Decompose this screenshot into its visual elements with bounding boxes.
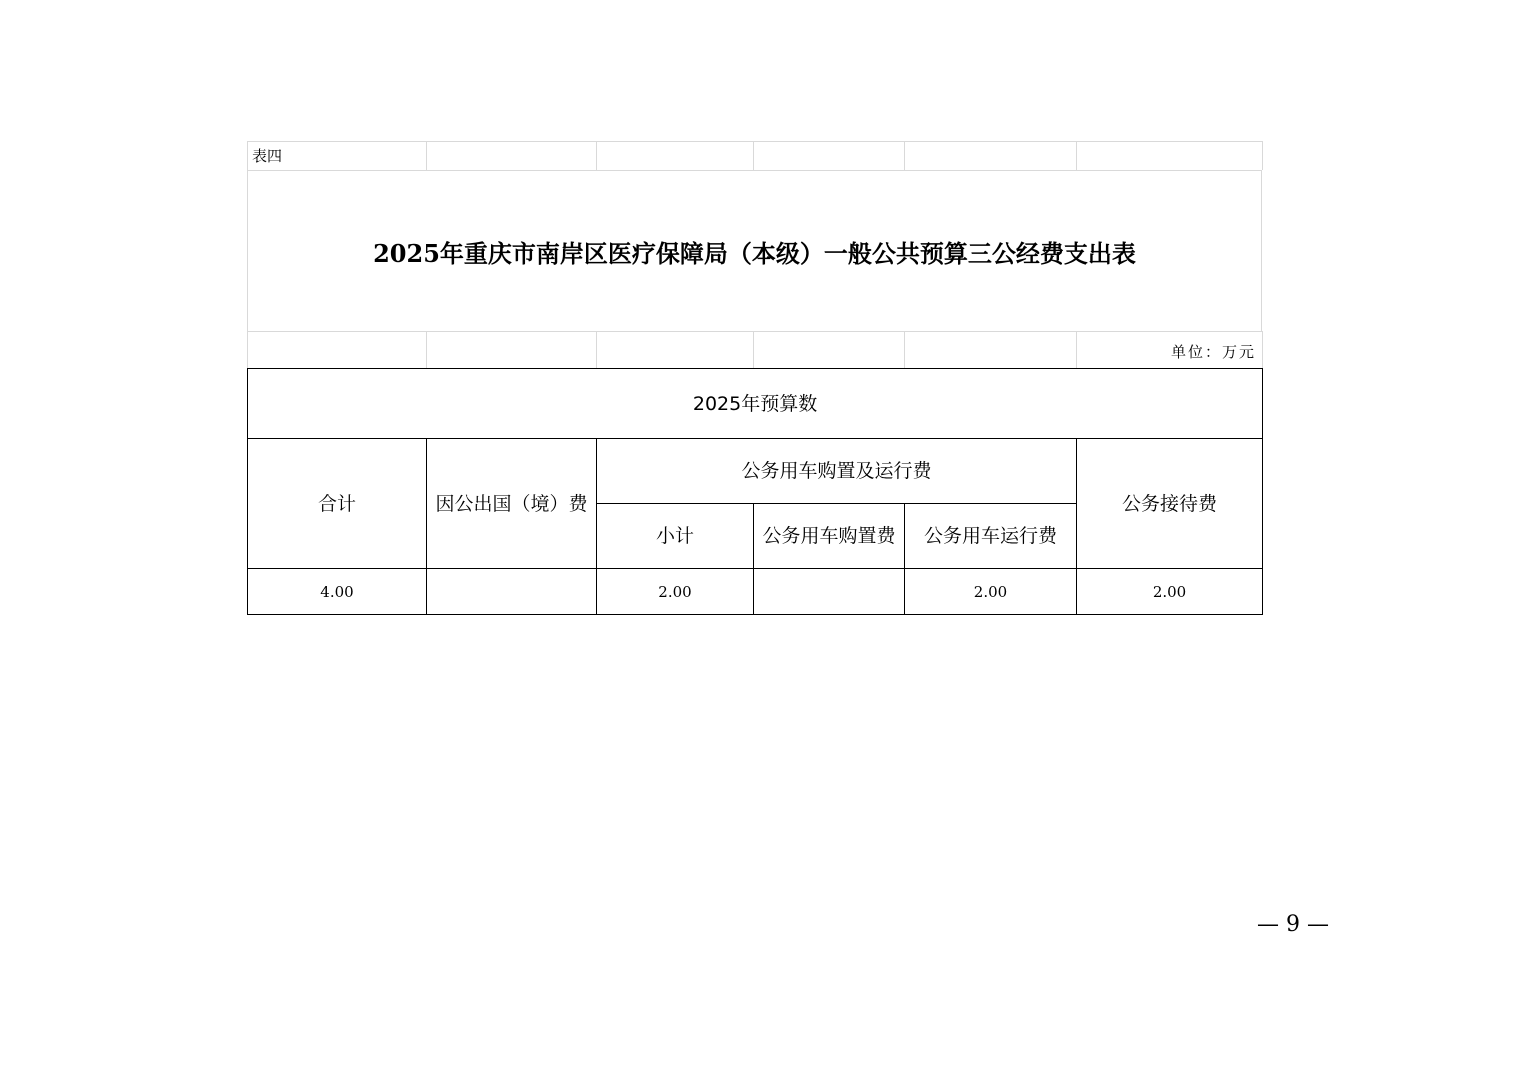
blank-cell xyxy=(427,141,597,170)
cell-overseas xyxy=(427,569,597,615)
header-row-1 xyxy=(248,439,1263,504)
table-label: 表四 xyxy=(248,141,427,170)
cell-reception: 2.00 xyxy=(1077,569,1263,615)
header-vehicle-group: 公务用车购置及运行费 xyxy=(597,439,1077,504)
unit-row xyxy=(247,331,1262,368)
title-row xyxy=(247,170,1262,331)
cell-vehicle-subtotal: 2.00 xyxy=(597,569,754,615)
page-title: 2025年重庆市南岸区医疗保障局（本级）一般公共预算三公经费支出表 xyxy=(373,238,1136,268)
header-overseas: 因公出国（境）费 xyxy=(427,439,597,569)
table-label-row xyxy=(247,141,1262,170)
blank-cell xyxy=(427,331,597,368)
page-number: — 9 — xyxy=(1257,912,1329,937)
budget-document xyxy=(247,141,1262,615)
header-reception: 公务接待费 xyxy=(1077,439,1263,569)
header-vehicle-purchase: 公务用车购置费 xyxy=(754,504,905,569)
blank-cell xyxy=(597,331,754,368)
cell-vehicle-purchase xyxy=(754,569,905,615)
table-row xyxy=(248,569,1263,615)
cell-vehicle-operation: 2.00 xyxy=(905,569,1077,615)
cell-total: 4.00 xyxy=(248,569,427,615)
blank-cell xyxy=(248,331,427,368)
blank-cell xyxy=(1077,141,1263,170)
header-vehicle-operation: 公务用车运行费 xyxy=(905,504,1077,569)
budget-table xyxy=(247,368,1263,615)
blank-cell xyxy=(754,141,905,170)
blank-cell xyxy=(905,141,1077,170)
group-header: 2025年预算数 xyxy=(248,369,1263,439)
blank-cell xyxy=(754,331,905,368)
blank-cell xyxy=(905,331,1077,368)
blank-cell xyxy=(597,141,754,170)
unit-label: 单位：万元 xyxy=(1077,331,1263,368)
header-vehicle-subtotal: 小计 xyxy=(597,504,754,569)
group-header-row xyxy=(248,369,1263,439)
header-total: 合计 xyxy=(248,439,427,569)
